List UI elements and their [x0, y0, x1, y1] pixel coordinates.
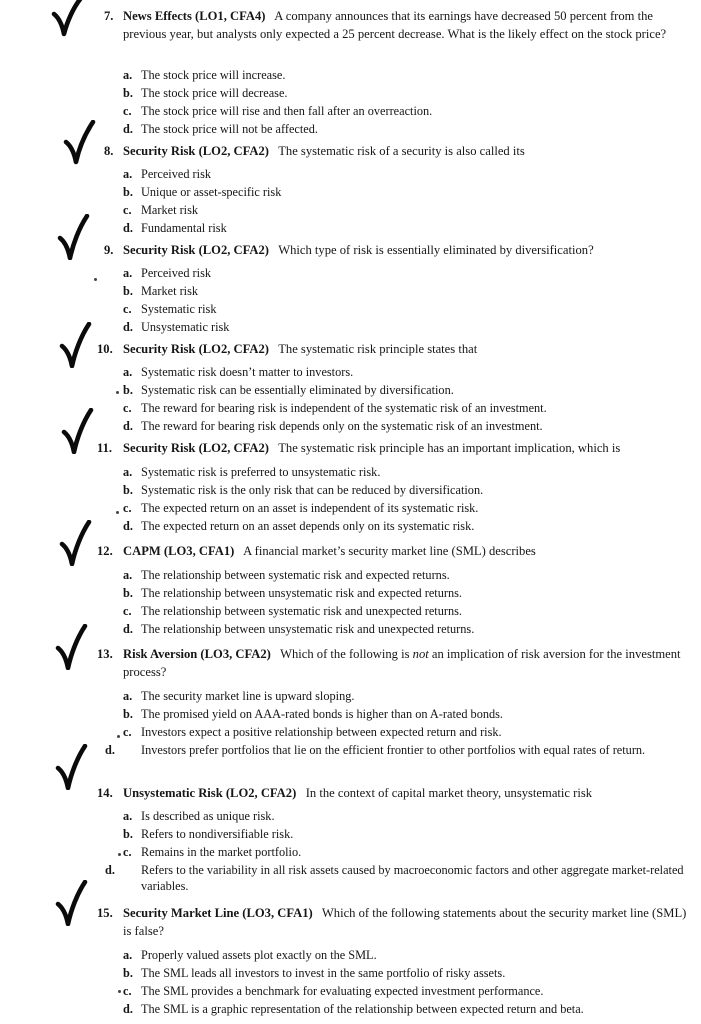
option-c: c. The reward for bearing risk is independent of the systematic risk of an investment.: [123, 401, 547, 415]
question-text: Which of the following statements about the security market line (SML) is false?: [123, 906, 687, 938]
option-c: c. Market risk: [123, 203, 199, 217]
option-a: a. The relationship between systematic risk and expected returns.: [123, 568, 450, 582]
option-b: b. The relationship between unsystematic risk and expected returns.: [123, 586, 462, 600]
question-number: 10.: [97, 342, 113, 356]
option-a: a. Systematic risk is preferred to unsystematic risk.: [123, 465, 381, 479]
option-c: c. The expected return on an asset is independent of its systematic risk.: [123, 501, 479, 515]
check-mark-icon: [58, 322, 92, 368]
question-text: The systematic risk principle states that: [278, 342, 478, 356]
question-title: Security Risk (LO2, CFA2): [123, 441, 269, 455]
check-mark-icon: [50, 0, 84, 42]
check-mark-icon: [62, 120, 96, 166]
option-b: b. Systematic risk is the only risk that can be reduced by diversification.: [123, 483, 484, 497]
option-b: b. The promised yield on AAA-rated bonds is higher than on A-rated bonds.: [123, 707, 504, 721]
option-a: a. Is described as unique risk.: [123, 809, 275, 823]
question-text: A company announces that its earnings have decreased 50 percent from the previous year, but analysts only expected a 25 percent decrease. What is the likely effect on the stock price?: [123, 9, 667, 41]
option-b: b. Unique or asset-specific risk: [123, 185, 282, 199]
check-mark-icon: [54, 624, 88, 670]
question-number: 13.: [97, 647, 113, 661]
option-a: a. The security market line is upward sloping.: [123, 689, 355, 703]
question-text: Which of the following is not an implication of risk aversion for the investment process?: [123, 647, 681, 679]
option-c: c. Systematic risk: [123, 302, 217, 316]
question-title: CAPM (LO3, CFA1): [123, 544, 235, 558]
option-d: d. Refers to the variability in all risk assets caused by macroeconomic factors and other aggregate market-related variables.: [105, 863, 684, 893]
pencil-mark: [117, 735, 120, 738]
check-mark-icon: [56, 214, 90, 260]
check-mark-icon: [54, 880, 88, 926]
question-number: 15.: [97, 906, 113, 920]
question-text: In the context of capital market theory, unsystematic risk: [305, 786, 593, 800]
question-number: 12.: [97, 544, 113, 558]
option-d: d. The stock price will not be affected.: [123, 122, 318, 136]
question-number: 11.: [97, 441, 113, 455]
question-title: News Effects (LO1, CFA4): [123, 9, 266, 23]
question-title: Security Risk (LO2, CFA2): [123, 342, 269, 356]
pencil-mark: [118, 853, 121, 856]
option-a: a. Perceived risk: [123, 266, 211, 280]
option-d: d. The relationship between unsystematic risk and unexpected returns.: [123, 622, 475, 636]
option-c: c. The relationship between systematic risk and unexpected returns.: [123, 604, 462, 618]
question-text: The systematic risk principle has an important implication, which is: [278, 441, 621, 455]
option-a: a. Perceived risk: [123, 167, 211, 181]
question-title: Security Market Line (LO3, CFA1): [123, 906, 313, 920]
question-number: 7.: [104, 9, 114, 23]
option-d: d. The expected return on an asset depends only on its systematic risk.: [123, 519, 475, 533]
option-a: a. Properly valued assets plot exactly on the SML.: [123, 948, 377, 962]
option-b: b. The stock price will decrease.: [123, 86, 288, 100]
question-title: Security Risk (LO2, CFA2): [123, 243, 269, 257]
option-d: d. The reward for bearing risk depends only on the systematic risk of an investment.: [123, 419, 543, 433]
check-mark-icon: [60, 408, 94, 454]
pencil-mark: [116, 511, 119, 514]
option-c: c. The stock price will rise and then fall after an overreaction.: [123, 104, 433, 118]
question-text: The systematic risk of a security is also called its: [278, 144, 525, 158]
option-d: d. Investors prefer portfolios that lie on the efficient frontier to other portfolios with equal rates of return.: [105, 743, 646, 757]
option-c: c. Investors expect a positive relationship between expected return and risk.: [123, 725, 502, 739]
option-c: c. Remains in the market portfolio.: [123, 845, 302, 859]
option-c: c. The SML provides a benchmark for evaluating expected investment performance.: [123, 984, 544, 998]
option-d: d. Fundamental risk: [123, 221, 227, 235]
option-b: b. The SML leads all investors to invest in the same portfolio of risky assets.: [123, 966, 506, 980]
option-b: b. Market risk: [123, 284, 199, 298]
option-a: a. Systematic risk doesn’t matter to investors.: [123, 365, 354, 379]
question-text: A financial market’s security market line (SML) describes: [243, 544, 536, 558]
check-mark-icon: [58, 520, 92, 566]
question-number: 14.: [97, 786, 113, 800]
check-mark-icon: [54, 744, 88, 790]
option-d: d. The SML is a graphic representation of the relationship between expected return and beta.: [123, 1002, 584, 1016]
question-number: 9.: [104, 243, 114, 257]
option-b: b. Refers to nondiversifiable risk.: [123, 827, 294, 841]
question-title: Security Risk (LO2, CFA2): [123, 144, 269, 158]
pencil-mark: [118, 990, 121, 993]
option-b: b. Systematic risk can be essentially eliminated by diversification.: [123, 383, 454, 397]
pencil-mark: [94, 278, 97, 281]
question-text: Which type of risk is essentially eliminated by diversification?: [278, 243, 594, 257]
option-a: a. The stock price will increase.: [123, 68, 286, 82]
question-title: Risk Aversion (LO3, CFA2): [123, 647, 271, 661]
question-number: 8.: [104, 144, 114, 158]
pencil-mark: [116, 391, 119, 394]
option-d: d. Unsystematic risk: [123, 320, 230, 334]
question-title: Unsystematic Risk (LO2, CFA2): [123, 786, 297, 800]
